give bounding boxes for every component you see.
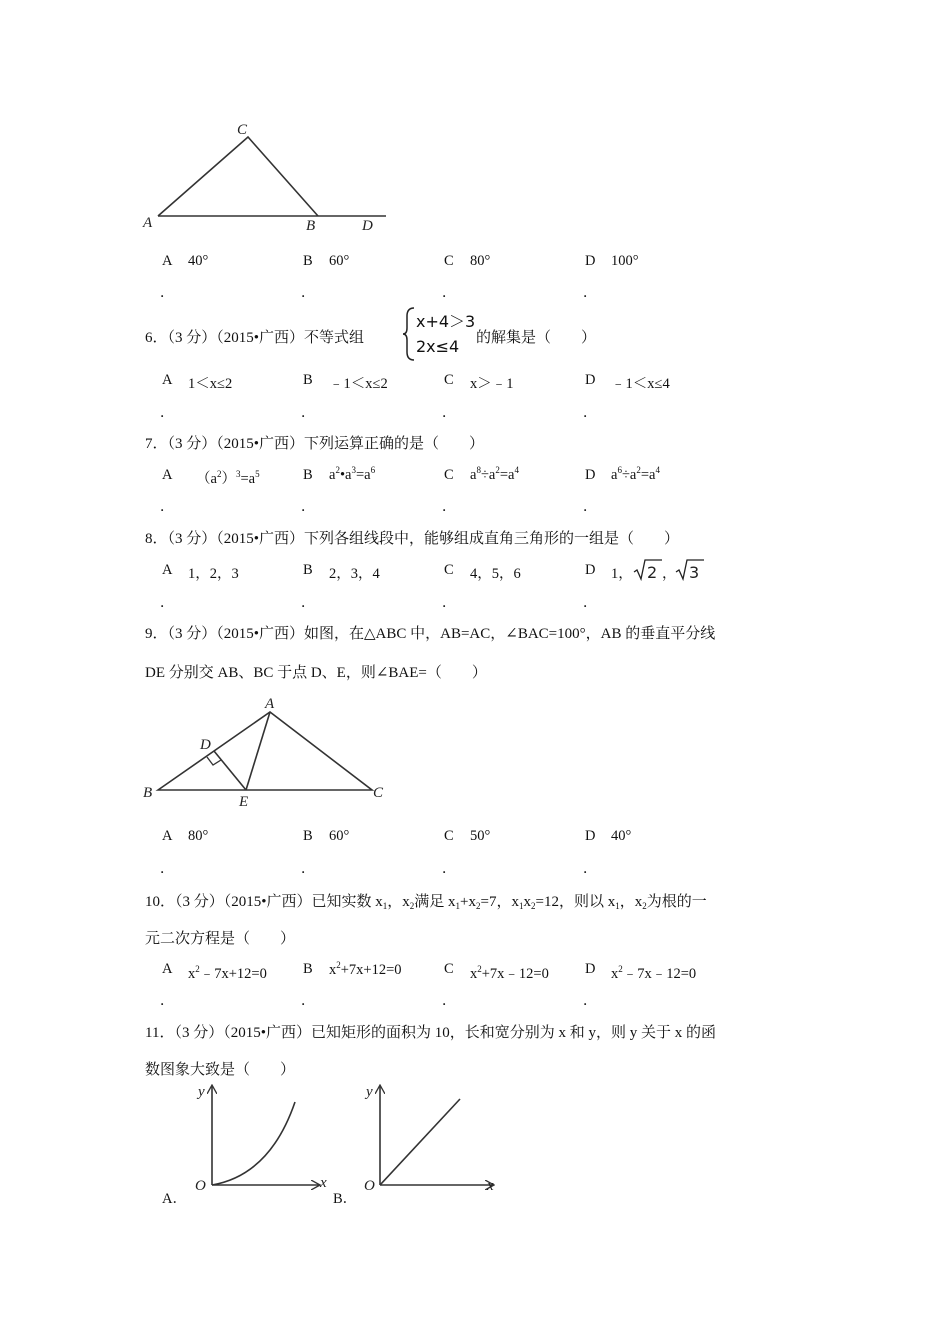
option-dot: ． [301, 286, 315, 301]
graph-b-origin-label: O [364, 1178, 375, 1194]
left-brace-icon [402, 306, 416, 362]
label-E: E [239, 794, 249, 810]
option-dot: ． [301, 596, 315, 611]
label-A: A [143, 215, 153, 231]
option-dot: ． [442, 596, 456, 611]
label-B: B [143, 785, 153, 801]
q7-stem: 7．（3 分）（2015•广西）下列运算正确的是（ ） [145, 436, 485, 452]
option-a-text: 1＜x≤2 [188, 376, 233, 392]
option-a-text: 40° [188, 253, 209, 269]
q9-stem-line1: 9．（3 分）（2015•广西）如图，在△ABC 中，AB=AC，∠BAC=100°，AB 的垂直平分线 [145, 626, 716, 642]
option-b-text: 60° [329, 253, 350, 269]
q8-stem: 8．（3 分）（2015•广西）下列各组线段中，能够组成直角三角形的一组是（ ） [145, 531, 680, 547]
option-b-letter[interactable]: B [303, 467, 313, 483]
option-dot: ． [442, 500, 456, 515]
option-b-letter[interactable]: B [303, 253, 313, 269]
option-b-letter[interactable]: B [303, 372, 313, 388]
sqrt-2-icon [633, 558, 663, 582]
option-c-text: x＞﹣1 [470, 376, 514, 392]
graph-a-x-label: x [320, 1175, 327, 1191]
graph-a-figure[interactable] [185, 1080, 335, 1195]
option-a-letter[interactable]: A [162, 372, 173, 388]
q10-stem-line2: 元二次方程是（ ） [145, 931, 296, 947]
label-A: A [265, 696, 275, 712]
option-dot: ． [442, 406, 456, 421]
option-dot: ． [583, 596, 597, 611]
option-dot: ． [160, 994, 174, 1009]
option-dot: ． [301, 406, 315, 421]
option-a-letter[interactable]: A [162, 828, 173, 844]
graph-b-figure[interactable] [355, 1080, 505, 1195]
option-b-formula: $x^2+7x+12=0$ [329, 960, 402, 978]
option-dot: ． [160, 286, 174, 301]
option-c-letter[interactable]: C [444, 961, 454, 977]
option-b-letter[interactable]: B [303, 828, 313, 844]
system-line-2: 2x≤4 [416, 337, 460, 356]
option-c-letter[interactable]: C [444, 562, 454, 578]
sqrt-3-icon [675, 558, 705, 582]
option-c-letter[interactable]: C [444, 372, 454, 388]
option-a-letter[interactable]: A [162, 562, 173, 578]
option-dot: ． [160, 500, 174, 515]
option-b-letter[interactable]: B [303, 562, 313, 578]
q9-stem-line2: DE 分别交 AB、BC 于点 D、E，则∠BAE=（ ） [145, 665, 487, 681]
option-c-formula: $a^8\div a^2=a^4$ [470, 465, 519, 483]
option-d-letter[interactable]: D [585, 467, 596, 483]
option-a-letter[interactable]: A [162, 467, 173, 483]
q11-stem-line2: 数图象大致是（ ） [145, 1062, 296, 1078]
option-a-letter[interactable]: A [162, 253, 173, 269]
option-b-formula: $a^2•a^3=a^6$ [329, 465, 376, 483]
option-d-text: 40° [611, 828, 632, 844]
graph-a-option-label[interactable]: A． [162, 1191, 187, 1207]
option-a-text: 80° [188, 828, 209, 844]
option-dot: ． [583, 500, 597, 515]
option-c-text: 50° [470, 828, 491, 844]
sqrt-3-radicand: 3 [689, 563, 700, 582]
q10-stem-line1: 10．（3 分）（2015•广西）已知实数 $x_1$，$x_2$满足 $x_1+x_2=7$，$x_1x_2=12$，则以 $x_1$，$x_2$为根的一 [145, 894, 707, 911]
triangle-figure-q5 [140, 118, 400, 238]
label-D: D [362, 218, 373, 234]
option-dot: ． [442, 286, 456, 301]
option-d-formula: $x^2﹣7x﹣12=0$ [611, 964, 697, 982]
option-b-text: 2，3，4 [329, 566, 380, 582]
option-dot: ． [442, 862, 456, 877]
option-dot: ． [160, 406, 174, 421]
label-D: D [200, 737, 211, 753]
option-dot: ． [301, 994, 315, 1009]
option-d-sep: ， [662, 566, 677, 582]
option-d-text: 1， [611, 566, 633, 582]
q6-stem-after: 的解集是（ ） [476, 330, 597, 346]
option-dot: ． [160, 862, 174, 877]
option-dot: ． [301, 500, 315, 515]
option-b-text: 60° [329, 828, 350, 844]
option-c-formula: $x^2+7x﹣12=0$ [470, 964, 549, 982]
q11-stem-line1: 11．（3 分）（2015•广西）已知矩形的面积为 10，长和宽分别为 x 和 y，则 y 关于 x 的函 [145, 1025, 716, 1041]
option-d-letter[interactable]: D [585, 961, 596, 977]
option-dot: ． [583, 286, 597, 301]
option-d-letter[interactable]: D [585, 828, 596, 844]
graph-a-y-label: y [198, 1084, 205, 1100]
option-a-formula: $x^2﹣7x+12=0$ [188, 964, 267, 982]
graph-b-x-label: x [487, 1178, 494, 1194]
option-a-text: 1，2，3 [188, 566, 239, 582]
option-c-text: 4，5，6 [470, 566, 521, 582]
graph-b-option-label[interactable]: B． [333, 1191, 358, 1207]
option-dot: ． [583, 994, 597, 1009]
option-d-letter[interactable]: D [585, 253, 596, 269]
label-C: C [373, 785, 384, 801]
option-c-letter[interactable]: C [444, 467, 454, 483]
triangle-figure-q9 [140, 695, 400, 810]
q6-stem-before: 6．（3 分）（2015•广西）不等式组 [145, 330, 365, 346]
sqrt-2-radicand: 2 [647, 563, 658, 582]
option-dot: ． [442, 994, 456, 1009]
option-d-letter[interactable]: D [585, 372, 596, 388]
option-b-letter[interactable]: B [303, 961, 313, 977]
option-d-text: ﹣1＜x≤4 [611, 376, 670, 392]
option-dot: ． [583, 406, 597, 421]
option-a-letter[interactable]: A [162, 961, 173, 977]
option-a-formula: $(a^2)^3=a^5$ [196, 469, 260, 487]
option-dot: ． [160, 596, 174, 611]
option-c-letter[interactable]: C [444, 253, 454, 269]
option-dot: ． [301, 862, 315, 877]
option-d-text: 100° [611, 253, 639, 269]
option-b-text: ﹣1＜x≤2 [329, 376, 388, 392]
graph-b-y-label: y [366, 1084, 373, 1100]
graph-a-origin-label: O [195, 1178, 206, 1194]
label-C: C [237, 122, 248, 138]
option-d-formula: $a^6\div a^2=a^4$ [611, 465, 660, 483]
option-d-letter[interactable]: D [585, 562, 596, 578]
option-dot: ． [583, 862, 597, 877]
option-c-letter[interactable]: C [444, 828, 454, 844]
option-c-text: 80° [470, 253, 491, 269]
system-line-1: x+4＞3 [416, 312, 476, 331]
label-B: B [306, 218, 316, 234]
